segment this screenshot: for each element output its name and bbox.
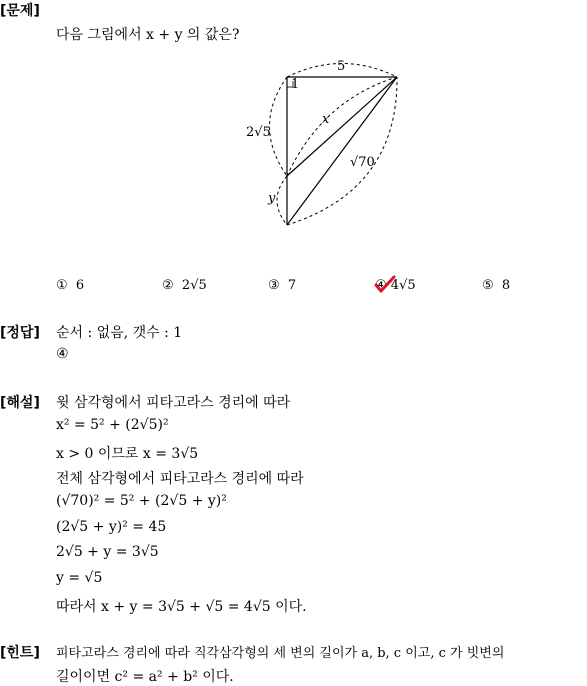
problem-tag: [문제] [0, 3, 40, 19]
option-1-num: ① [56, 278, 68, 293]
label-x: x [322, 112, 330, 127]
segment-hypotenuse [287, 77, 397, 225]
label-y: y [268, 191, 276, 206]
label-top-5: 5 [337, 59, 346, 74]
option-4-num: ④ [375, 278, 387, 293]
option-5[interactable] [482, 278, 510, 293]
solution-line: 윗 삼각형에서 피타고라스 경리에 따라 [56, 395, 291, 411]
hint-line2: 길이이면 c² = a² + b² 이다. [56, 669, 234, 685]
option-4-value: 4√5 [390, 278, 416, 293]
option-3-value: 7 [287, 278, 297, 293]
option-1[interactable] [56, 278, 84, 293]
solution-line: 전체 삼각형에서 피타고라스 경리에 따라 [56, 471, 304, 487]
solution-line: y = √5 [56, 570, 103, 586]
arc-left-upper [270, 77, 288, 176]
checkmark-icon [374, 275, 396, 293]
label-left-2sqrt5: 2√5 [246, 125, 271, 140]
answer-line2: ④ [56, 346, 69, 362]
solution-line: 2√5 + y = 3√5 [56, 544, 159, 560]
triangle-diagram [240, 50, 420, 235]
option-5-value: 8 [501, 278, 511, 293]
segment-x [287, 77, 397, 176]
answer-tag: [정답] [0, 325, 40, 341]
solution-line: 따라서 x + y = 3√5 + √5 = 4√5 이다. [56, 599, 307, 615]
option-1-value: 6 [75, 278, 85, 293]
option-5-num: ⑤ [482, 278, 494, 293]
option-2[interactable] [162, 278, 207, 293]
option-2-value: 2√5 [181, 278, 207, 293]
label-sqrt70: √70 [350, 155, 375, 170]
problem-question: 다음 그림에서 x + y 의 값은? [56, 27, 240, 43]
solution-line: x > 0 이므로 x = 3√5 [56, 446, 199, 462]
hint-line1: 피타고라스 경리에 따라 직각삼각형의 세 변의 길이가 a, b, c 이고, c 가 빗변의 [56, 646, 505, 661]
solution-line: x² = 5² + (2√5)² [56, 417, 169, 433]
label-right-angle: 1 [291, 77, 300, 92]
solution-line: (√70)² = 5² + (2√5 + y)² [56, 493, 227, 509]
hint-tag: [힌트] [0, 645, 40, 661]
option-3[interactable] [268, 278, 296, 293]
option-2-num: ② [162, 278, 174, 293]
option-3-num: ③ [268, 278, 280, 293]
arc-left-lower [277, 176, 287, 225]
answer-line1: 순서 : 없음, 갯수 : 1 [56, 325, 183, 341]
solution-line: (2√5 + y)² = 45 [56, 519, 167, 535]
solution-tag: [해설] [0, 395, 40, 411]
